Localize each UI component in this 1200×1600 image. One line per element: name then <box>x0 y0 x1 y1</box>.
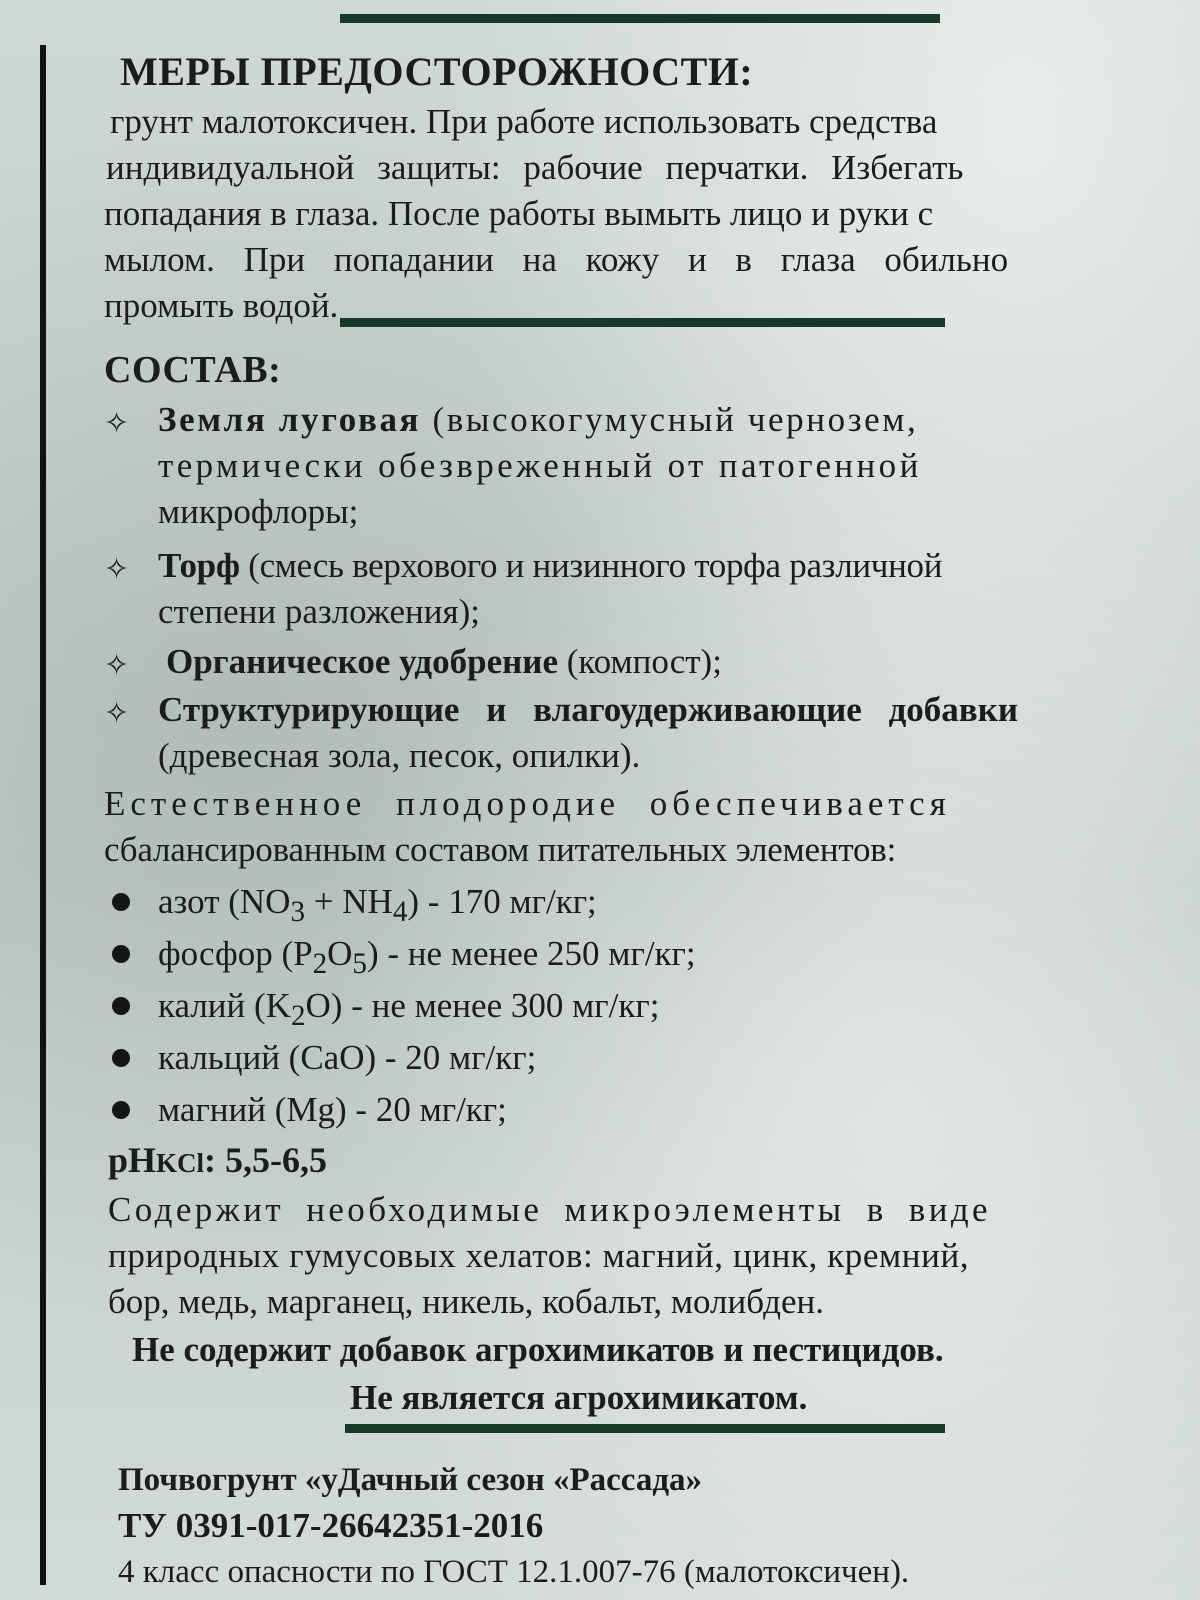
bullet-dot-icon <box>112 945 130 963</box>
precautions-line: индивидуальной защиты: рабочие перчатки. Избегать <box>106 148 964 187</box>
notice-not-agrochemical: Не является агрохимикатом. <box>350 1378 808 1417</box>
star-bullet-icon: ✧ <box>104 696 130 731</box>
ph-value: pHKCl: 5,5-6,5 <box>108 1140 328 1180</box>
precautions-line: мылом. При попадании на кожу и в глаза обильно <box>104 240 1009 279</box>
nutrient-calcium: кальций (CaO) - 20 мг/кг; <box>158 1038 537 1077</box>
composition-item-desc: (компост); <box>558 642 722 681</box>
composition-item-desc: степени разложения); <box>158 592 480 631</box>
fertility-line: сбалансированным составом питательных элементов: <box>104 830 897 869</box>
hazard-class: 4 класс опасности по ГОСТ 12.1.007-76 (малотоксичен). <box>118 1554 910 1590</box>
microelements-line: бор, медь, марганец, никель, кобальт, молибден. <box>108 1282 824 1321</box>
section-rule <box>340 318 945 327</box>
star-bullet-icon: ✧ <box>104 406 130 441</box>
bullet-dot-icon <box>112 997 130 1015</box>
product-name: Почвогрунт «уДачный сезон «Рассада» <box>118 1462 703 1498</box>
composition-item-desc: (смесь верхового и низинного торфа различной <box>239 546 943 585</box>
bullet-dot-icon <box>112 1049 130 1067</box>
nutrient-magnesium: магний (Mg) - 20 мг/кг; <box>158 1090 507 1129</box>
composition-item-organic <box>166 642 722 682</box>
precautions-line: попадания в глаза. После работы вымыть лицо и руки с <box>104 194 934 233</box>
nutrient-nitrogen: азот $(NO_3 + NH_4) - 170$ мг/кг; <box>158 882 597 928</box>
microelements-line: природных гумусовых хелатов: магний, цинк, кремний, <box>108 1236 970 1275</box>
spec-number: ТУ 0391-017-26642351-2016 <box>118 1506 544 1545</box>
top-rule <box>340 14 940 23</box>
composition-item-desc: (древесная зола, песок, опилки). <box>158 736 641 775</box>
nutrient-phosphorus: фосфор $(P_2O_5)$ - не менее 250 мг/кг; <box>158 934 696 980</box>
composition-item-meadow-soil <box>158 400 918 440</box>
fertility-line: Естественное плодородие обеспечивается <box>104 784 951 823</box>
composition-item-desc: (высокогумусный чернозем, <box>421 400 919 439</box>
star-bullet-icon: ✧ <box>104 552 130 587</box>
nutrient-potassium: калий $(K_2O)$ - не менее 300 мг/кг; <box>158 986 660 1032</box>
star-bullet-icon: ✧ <box>104 648 130 683</box>
composition-item-additives: Структурирующие и влагоудерживающие добавки <box>158 690 1019 729</box>
left-border-line <box>40 45 46 1585</box>
composition-item-peat <box>158 546 942 586</box>
composition-item-desc: микрофлоры; <box>158 492 359 531</box>
bullet-dot-icon <box>112 1101 130 1119</box>
precautions-line: промыть водой. <box>104 286 339 325</box>
composition-title: СОСТАВ: <box>104 349 282 391</box>
precautions-line: грунт малотоксичен. При работе использовать средства <box>110 102 938 141</box>
composition-item-name: Земля луговая <box>158 400 422 439</box>
composition-item-name: Органическое удобрение <box>166 642 559 681</box>
bullet-dot-icon <box>112 893 130 911</box>
bottom-rule <box>345 1424 945 1433</box>
notice-no-agrochemicals: Не содержит добавок агрохимикатов и пестицидов. <box>132 1330 944 1369</box>
composition-item-name: Торф <box>158 546 240 585</box>
precautions-title: МЕРЫ ПРЕДОСТОРОЖНОСТИ: <box>120 49 754 94</box>
composition-item-desc: термически обезвреженный от патогенной <box>158 446 922 485</box>
microelements-line: Содержит необходимые микроэлементы в виде <box>108 1190 991 1229</box>
